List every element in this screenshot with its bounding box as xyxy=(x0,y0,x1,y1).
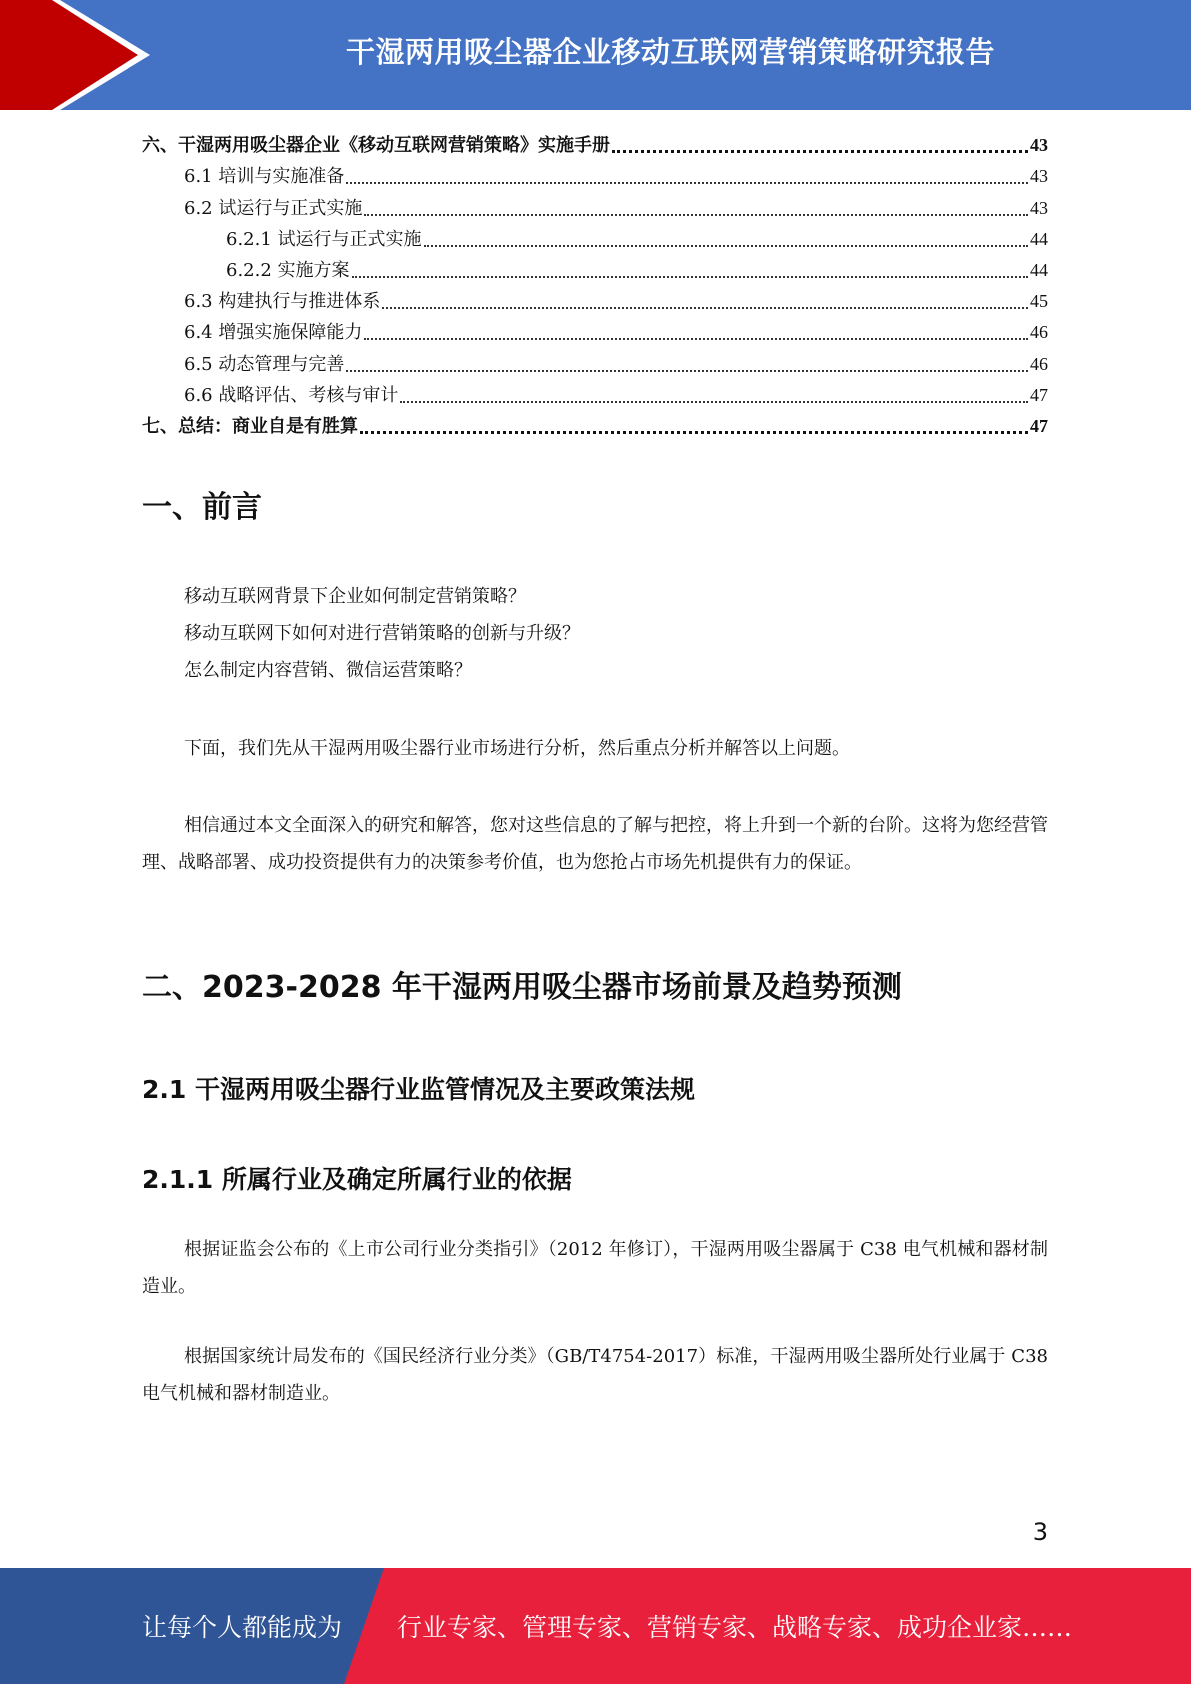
toc-entry[interactable] xyxy=(142,130,1048,161)
toc-entry-label: 6.4 增强实施保障能力 xyxy=(184,322,363,344)
toc-leader-dots xyxy=(364,213,1028,216)
question-list xyxy=(142,578,1048,689)
paragraph-believe: 相信通过本文全面深入的研究和解答，您对这些信息的了解与把控，将上升到一个新的台阶。这将为您经营管理、战略部署、成功投资提供有力的决策参考价值，也为您抢占市场先机提供有力的保证。 xyxy=(142,815,1048,873)
toc-entry-page: 46 xyxy=(1030,322,1048,343)
toc-entry[interactable] xyxy=(142,192,1048,223)
toc-leader-dots xyxy=(346,369,1028,372)
toc-entry[interactable] xyxy=(142,411,1048,442)
toc-entry-label: 6.3 构建执行与推进体系 xyxy=(184,291,381,313)
toc-entry-label: 6.5 动态管理与完善 xyxy=(184,353,345,375)
toc-entry-label: 6.6 战略评估、考核与审计 xyxy=(184,384,399,406)
paragraph-next: 下面，我们先从干湿两用吸尘器行业市场进行分析，然后重点分析并解答以上问题。 xyxy=(184,738,850,759)
page-footer xyxy=(0,1568,1191,1684)
toc-leader-dots xyxy=(352,275,1028,278)
toc-entry[interactable] xyxy=(142,286,1048,317)
toc-entry[interactable] xyxy=(142,161,1048,192)
question-line: 移动互联网背景下企业如何制定营销策略？ xyxy=(184,586,526,607)
toc-entry[interactable] xyxy=(142,348,1048,379)
toc-entry-page: 44 xyxy=(1030,259,1048,280)
header-title: 干湿两用吸尘器企业移动互联网营销策略研究报告 xyxy=(345,34,995,69)
toc-leader-dots xyxy=(382,306,1028,309)
toc-entry-page: 46 xyxy=(1030,353,1048,374)
toc-leader-dots xyxy=(424,244,1028,247)
page-number: 3 xyxy=(1032,1518,1048,1546)
toc-entry-label: 七、总结：商业自是有胜算 xyxy=(142,415,358,437)
table-of-contents xyxy=(142,130,1048,442)
toc-leader-dots xyxy=(612,149,1028,153)
toc-entry[interactable] xyxy=(142,380,1048,411)
toc-entry[interactable] xyxy=(142,224,1048,255)
paragraph-csrc: 根据证监会公布的《上市公司行业分类指引》（2012 年修订），干湿两用吸尘器属于 C38 电气机械和器材制造业。 xyxy=(142,1239,1048,1297)
subsection-heading-2-1-1: 2.1.1 所属行业及确定所属行业的依据 xyxy=(142,1165,572,1194)
toc-entry-page: 43 xyxy=(1030,135,1048,156)
toc-entry-label: 六、干湿两用吸尘器企业《移动互联网营销策略》实施手册 xyxy=(142,135,610,157)
red-arrow-decoration xyxy=(0,0,150,110)
question-line: 怎么制定内容营销、微信运营策略？ xyxy=(184,660,472,681)
toc-entry-label: 6.1 培训与实施准备 xyxy=(184,166,345,188)
toc-entry-page: 47 xyxy=(1030,384,1048,405)
subsection-heading-2-1: 2.1 干湿两用吸尘器行业监管情况及主要政策法规 xyxy=(142,1075,695,1104)
toc-entry-page: 43 xyxy=(1030,166,1048,187)
page-header xyxy=(0,0,1191,110)
toc-entry-page: 43 xyxy=(1030,197,1048,218)
toc-entry-label: 6.2 试运行与正式实施 xyxy=(184,197,363,219)
toc-entry[interactable] xyxy=(142,317,1048,348)
footer-slogan-left: 让每个人都能成为 xyxy=(142,1613,343,1642)
toc-entry-page: 45 xyxy=(1030,291,1048,312)
section-heading-preface: 一、前言 xyxy=(142,490,262,525)
toc-entry-label: 6.2.1 试运行与正式实施 xyxy=(226,228,422,250)
toc-entry-page: 44 xyxy=(1030,228,1048,249)
section-heading-market: 二、2023-2028 年干湿两用吸尘器市场前景及趋势预测 xyxy=(142,970,902,1005)
toc-leader-dots xyxy=(346,181,1028,184)
toc-entry-page: 47 xyxy=(1030,415,1048,436)
toc-entry[interactable] xyxy=(142,255,1048,286)
toc-entry-label: 6.2.2 实施方案 xyxy=(226,259,350,281)
toc-leader-dots xyxy=(364,337,1028,340)
toc-leader-dots xyxy=(400,400,1028,403)
question-line: 移动互联网下如何对进行营销策略的创新与升级？ xyxy=(184,623,580,644)
footer-slogan-right: 行业专家、管理专家、营销专家、战略专家、成功企业家…… xyxy=(397,1613,1073,1642)
toc-leader-dots xyxy=(360,430,1028,434)
paragraph-nbs: 根据国家统计局发布的《国民经济行业分类》（GB/T4754-2017）标准，干湿两用吸尘器所处行业属于 C38 电气机械和器材制造业。 xyxy=(142,1346,1048,1404)
